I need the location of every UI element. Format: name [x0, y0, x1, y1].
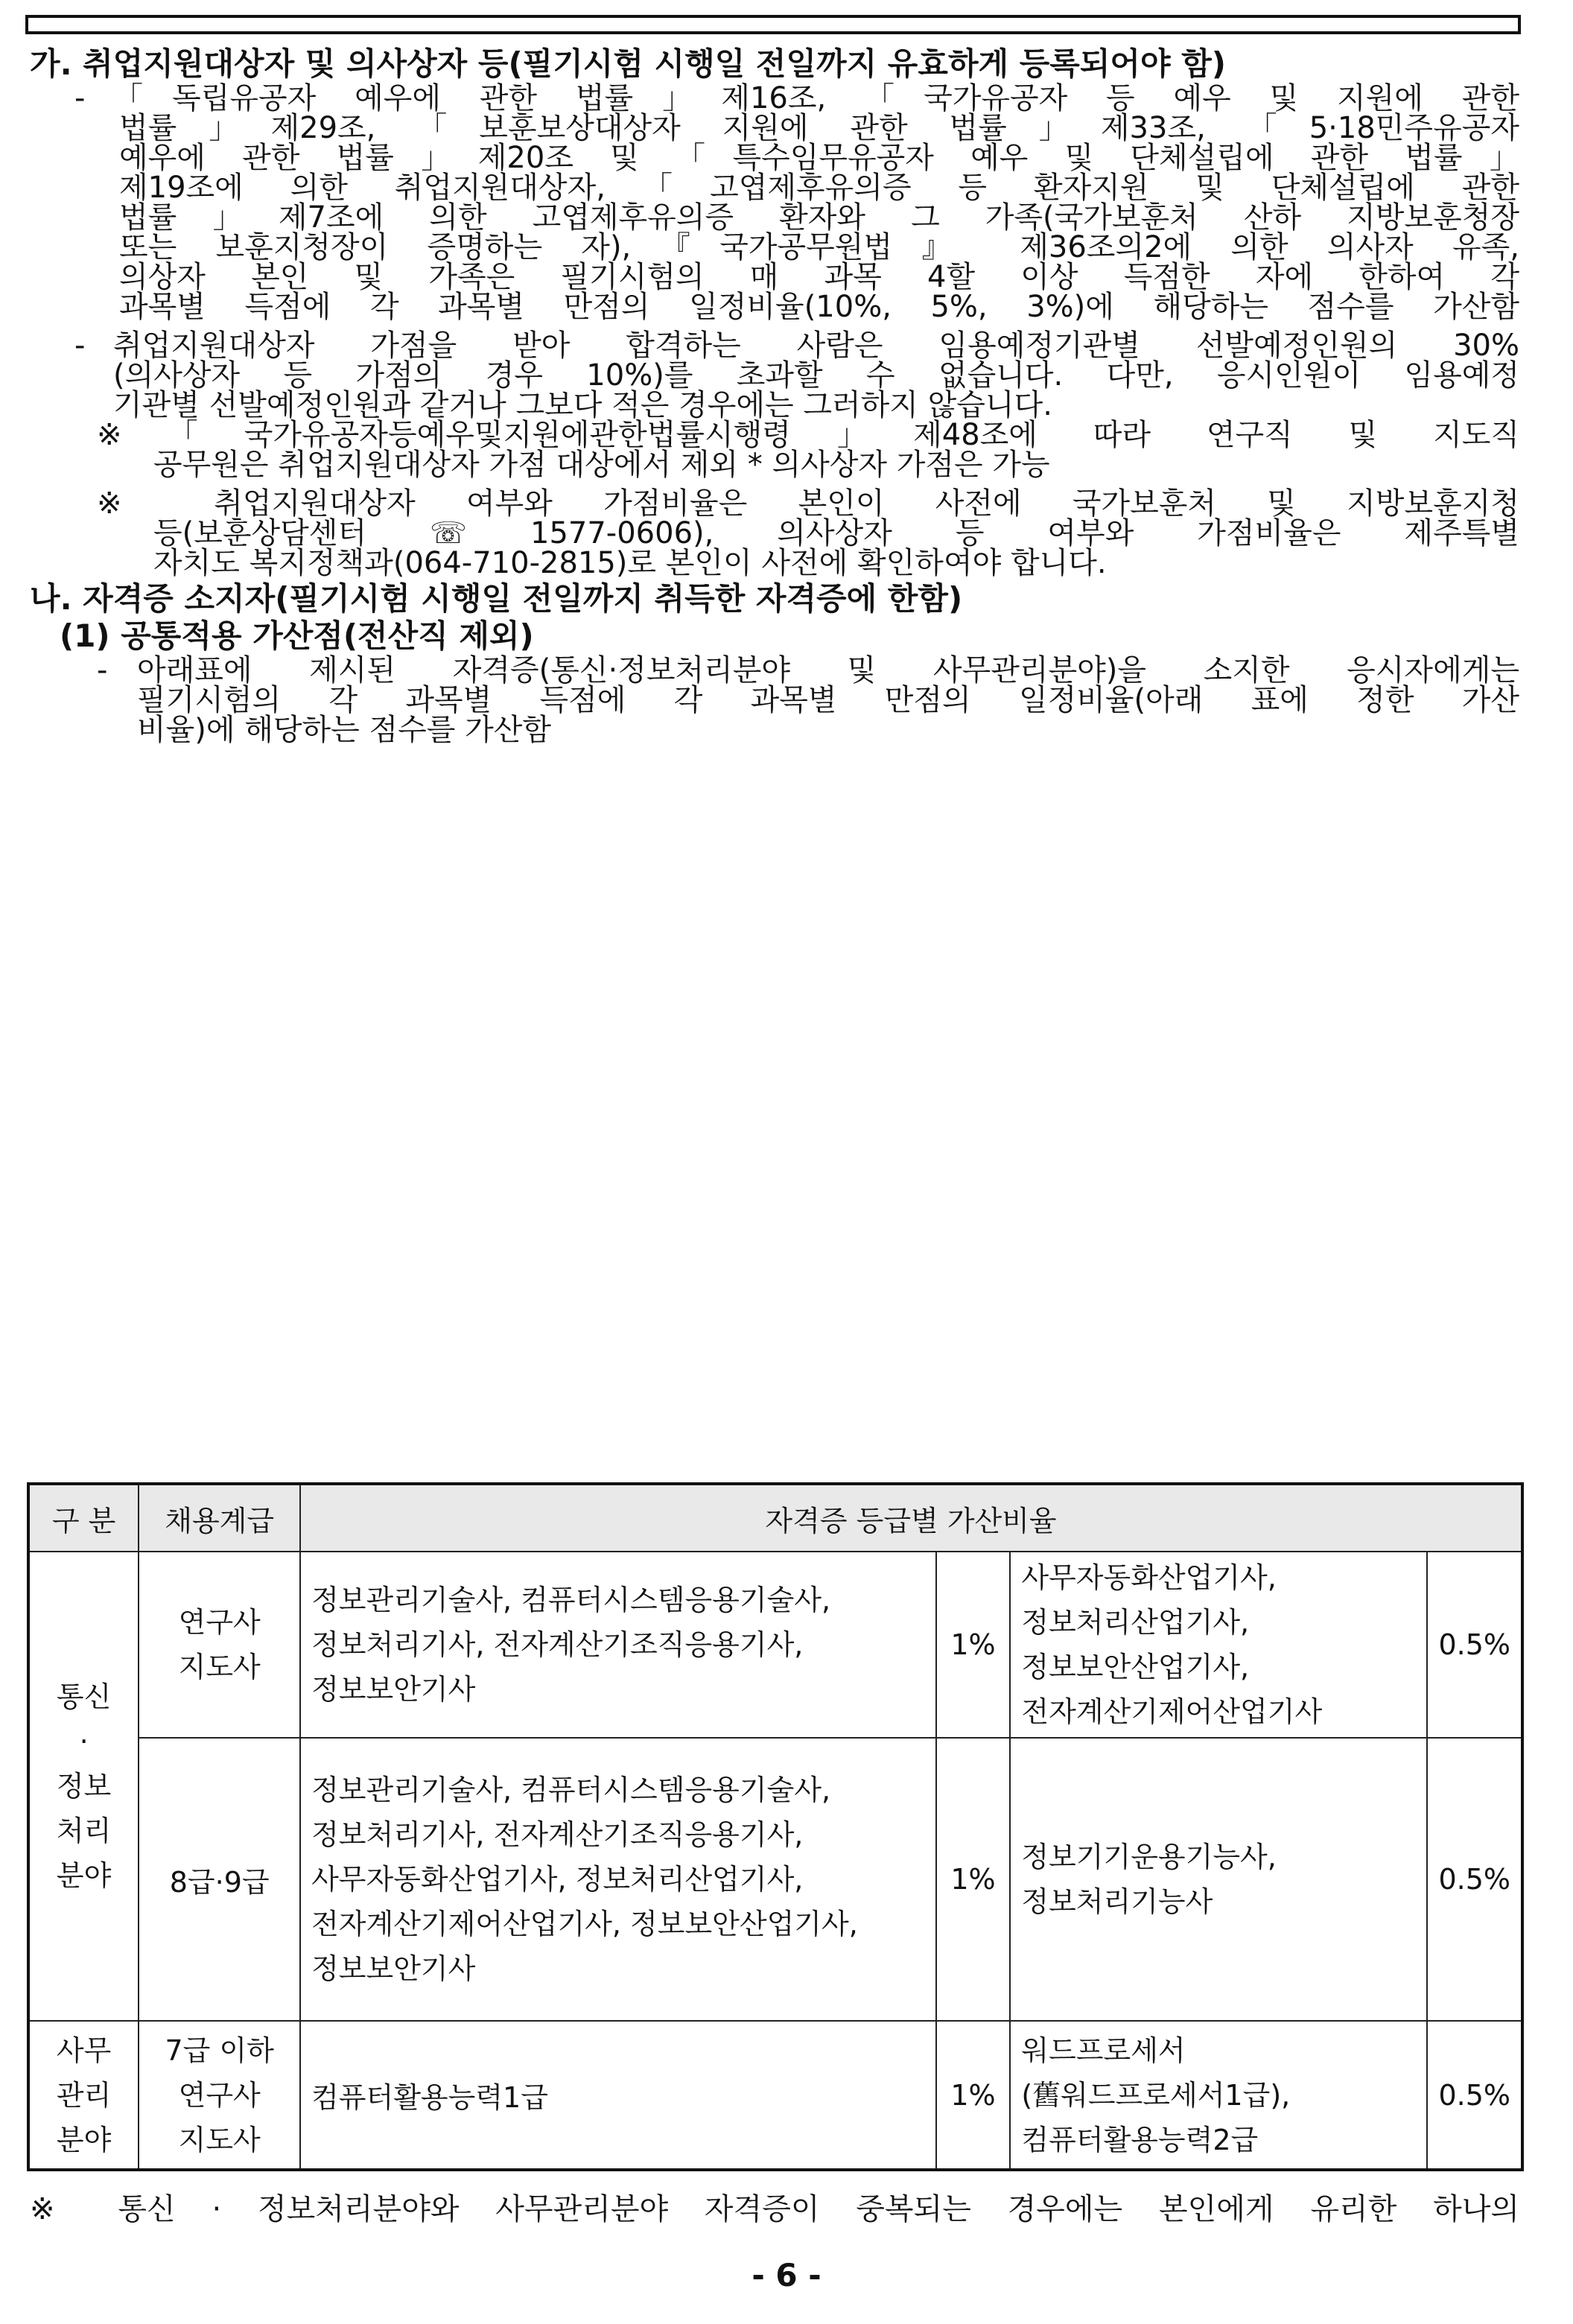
- section-na-heading: 나. 자격증 소지자(필기시험 시행일 전일까지 취득한 자격증에 한함): [30, 580, 963, 617]
- certs-cell-secondary: [1010, 2021, 1427, 2170]
- cell-line: 정보보안기사: [311, 1952, 476, 1985]
- table-row: [28, 1552, 1522, 1738]
- cell-line: 전자계산기제어산업기사: [1021, 1695, 1323, 1728]
- text-line: 「독립유공자 예우에 관한 법률」제16조, 「국가유공자 등 예우 및 지원에 관한: [113, 81, 1519, 115]
- text-line: ※ 취업지원대상자 여부와 가점비율은 본인이 사전에 국가보훈처 및 지방보훈지청: [97, 486, 1519, 521]
- cell-line: 7급 이하: [165, 2034, 274, 2067]
- cell-line: 컴퓨터활용능력2급: [1021, 2123, 1259, 2156]
- text-line: ※「국가유공자등예우및지원에관한법률시행령」제48조에 따라 연구직 및 지도직: [97, 418, 1519, 452]
- text-line: 의상자 본인 및 가족은 필기시험의 매 과목 4할 이상 득점한 자에 한하여 각: [119, 260, 1519, 294]
- text-line: 필기시험의 각 과목별 득점에 각 과목별 만점의 일정비율(아래 표에 정한 가산: [137, 683, 1519, 717]
- cell-line: 정보보안기사: [311, 1673, 476, 1706]
- rate-cell: 0.5%: [1427, 1738, 1522, 2021]
- table-row: [28, 2021, 1522, 2170]
- text-line: 비율)에 해당하는 점수를 가산함: [137, 713, 552, 747]
- cell-line: 전자계산기제어산업기사, 정보보안산업기사,: [311, 1908, 858, 1940]
- cell-line: 사무자동화산업기사,: [1021, 1561, 1277, 1594]
- cell-line: 분야: [56, 2123, 112, 2156]
- certs-cell-primary: 컴퓨터활용능력1급: [300, 2021, 935, 2170]
- grade-cell: [139, 1552, 300, 1738]
- rate-cell: 0.5%: [1427, 2021, 1522, 2170]
- certs-cell-secondary: [1010, 1552, 1427, 1738]
- cell-line: 분야: [56, 1859, 112, 1892]
- table-row: [28, 1738, 1522, 2021]
- category-cell-it: [28, 1552, 139, 2021]
- cell-line: 처리: [56, 1815, 112, 1847]
- footnote: ※ 통신 · 정보처리분야와 사무관리분야 자격증이 중복되는 경우에는 본인에게 유리한 하나의: [30, 2192, 1519, 2226]
- header-category: 구 분: [28, 1484, 139, 1552]
- bullet-dash: -: [74, 81, 86, 115]
- cell-line: ·: [79, 1725, 89, 1758]
- page-number: - 6 -: [751, 2257, 822, 2293]
- cell-line: 워드프로세서: [1021, 2034, 1186, 2067]
- bullet-dash: -: [97, 653, 108, 688]
- cell-line: 사무: [56, 2034, 112, 2067]
- rate-cell: 0.5%: [1427, 1552, 1522, 1738]
- text-line: 예우에 관한 법률」제20조 및 「특수임무유공자 예우 및 단체설립에 관한 법률」: [119, 141, 1519, 175]
- cell-line: 지도사: [178, 2123, 261, 2156]
- cell-line: 정보처리기능사: [1021, 1885, 1213, 1918]
- cell-line: 연구사: [178, 1606, 261, 1639]
- cell-line: 정보처리기사, 전자계산기조직응용기사,: [311, 1818, 804, 1851]
- certs-cell-secondary: [1010, 1738, 1427, 2021]
- text-line: 또는 보훈지청장이 증명하는 자),『국가공무원법』 제36조의2에 의한 의사자 유족,: [119, 230, 1519, 264]
- rate-cell: 1%: [936, 1738, 1011, 2021]
- rate-cell: 1%: [936, 1552, 1011, 1738]
- text-line: 법률」제7조에 의한 고엽제후유의증 환자와 그 가족(국가보훈처 산하 지방보훈청장: [119, 200, 1519, 235]
- grade-cell: 8급·9급: [139, 1738, 300, 2021]
- cell-line: 정보기기운용기능사,: [1021, 1841, 1277, 1873]
- cell-line: 정보보안산업기사,: [1021, 1651, 1250, 1683]
- bonus-rate-table: [27, 1482, 1524, 2171]
- bullet-dash: -: [74, 328, 86, 363]
- cell-line: 통신: [56, 1680, 112, 1713]
- table-header-row: [28, 1484, 1522, 1552]
- text-line: 취업지원대상자 가점을 받아 합격하는 사람은 임용예정기관별 선발예정인원의 30%: [113, 328, 1519, 363]
- text-line: 제19조에 의한 취업지원대상자,「고엽제후유의증 등 환자지원 및 단체설립에 관한: [119, 171, 1519, 205]
- text-line: 등(보훈상담센터 ☏ 1577-0606), 의사상자 등 여부와 가점비율은 제주특별: [153, 516, 1519, 550]
- cell-line: 연구사: [178, 2078, 261, 2112]
- text-line: 아래표에 제시된 자격증(통신·정보처리분야 및 사무관리분야)을 소지한 응시자에게는: [137, 653, 1519, 688]
- cell-line: 정보관리기술사, 컴퓨터시스템응용기술사,: [311, 1584, 831, 1616]
- cell-line: 사무자동화산업기사, 정보처리산업기사,: [311, 1863, 804, 1896]
- header-grade: 채용계급: [139, 1484, 300, 1552]
- cell-line: 정보처리기사, 전자계산기조직응용기사,: [311, 1628, 804, 1661]
- header-rates: 자격증 등급별 가산비율: [300, 1484, 1522, 1552]
- text-line: 자치도 복지정책과(064-710-2815)로 본인이 사전에 확인하여야 합니다.: [153, 546, 1107, 580]
- cell-line: 지도사: [178, 1651, 261, 1683]
- top-frame-bar: [25, 15, 1521, 34]
- cell-line: (舊워드프로세서1급),: [1021, 2078, 1291, 2112]
- text-line: 법률」제29조, 「보훈보상대상자 지원에 관한 법률」제33조, 「5·18민주유공자: [119, 111, 1519, 145]
- subsection-heading: (1) 공통적용 가산점(전산직 제외): [60, 617, 534, 654]
- text-line: 기관별 선발예정인원과 같거나 그보다 적은 경우에는 그러하지 않습니다.: [113, 388, 1052, 422]
- grade-cell: [139, 2021, 300, 2170]
- cell-line: 정보: [56, 1770, 112, 1803]
- rate-cell: 1%: [936, 2021, 1011, 2170]
- cell-line: 관리: [56, 2078, 112, 2112]
- cell-line: 정보처리산업기사,: [1021, 1606, 1250, 1639]
- text-line: 공무원은 취업지원대상자 가점 대상에서 제외 * 의사상자 가점은 가능: [153, 448, 1050, 482]
- text-line: (의사상자 등 가점의 경우 10%)를 초과할 수 없습니다. 다만, 응시인원이 임용예정: [113, 358, 1519, 393]
- certs-cell-primary: [300, 1552, 935, 1738]
- cell-line: 정보관리기술사, 컴퓨터시스템응용기술사,: [311, 1774, 831, 1806]
- certs-cell-primary: [300, 1738, 935, 2021]
- text-line: 과목별 득점에 각 과목별 만점의 일정비율(10%, 5%, 3%)에 해당하는 점수를 가산함: [119, 290, 1519, 324]
- section-ga-heading: 가. 취업지원대상자 및 의사상자 등(필기시험 시행일 전일까지 유효하게 등록되어야 함): [30, 45, 1226, 82]
- category-cell-office: [28, 2021, 139, 2170]
